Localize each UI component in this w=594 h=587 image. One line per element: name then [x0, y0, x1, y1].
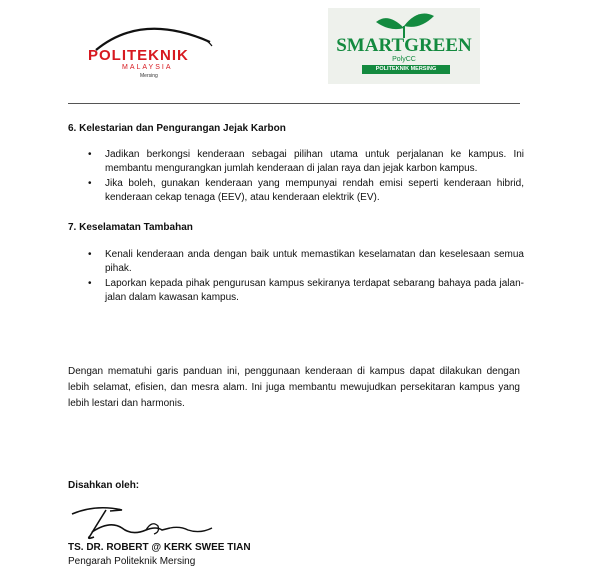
header-divider [68, 103, 520, 104]
smartgreen-logo-tagline: PolyCC [392, 56, 416, 63]
smartgreen-logo-text: SMARTGREEN [336, 35, 472, 56]
section-6-bullet-list [88, 148, 524, 206]
list-item [88, 177, 524, 205]
list-item-text: Kenali kenderaan anda dengan baik untuk memastikan keselamatan dan keselesaan semua pihak. [105, 249, 524, 274]
bullet-icon: • [88, 278, 92, 289]
section-6-title: 6. Kelestarian dan Pengurangan Jejak Karbon [68, 123, 286, 134]
signature-image [66, 500, 216, 542]
smartgreen-logo [328, 8, 480, 84]
politeknik-logo [82, 16, 232, 78]
list-item-text: Laporkan kepada pihak pengurusan kampus sekiranya terdapat sebarang bahaya pada jalan-jalan dalam kawasan kampus. [105, 278, 524, 303]
list-item-text: Jika boleh, gunakan kenderaan yang mempunyai rendah emisi seperti kenderaan hibrid, kenderaan cekap tenaga (EEV), atau kenderaan elektrik (EV). [105, 178, 524, 203]
bullet-icon: • [88, 178, 92, 189]
bullet-icon: • [88, 249, 92, 260]
list-item-text: Jadikan berkongsi kenderaan sebagai pilihan utama untuk perjalanan ke kampus. Ini membantu mengurangkan jumlah kenderaan di jalan raya dan jejak karbon kampus. [105, 149, 524, 174]
politeknik-logo-text: POLITEKNIK [88, 47, 189, 64]
list-item [88, 148, 524, 176]
section-7-bullet-list [88, 248, 524, 306]
politeknik-logo-campus: Mersing [140, 73, 158, 79]
section-7-title: 7. Keselamatan Tambahan [68, 222, 193, 233]
leaf-sprout-icon [328, 8, 480, 38]
closing-paragraph: Dengan mematuhi garis panduan ini, penggunaan kenderaan di kampus dapat dilakukan dengan lebih selamat, efisien, dan mesra alam. Ini juga membantu mewujudkan persekitaran kampus yang lebih lestari dan harmonis. [68, 366, 520, 409]
list-item [88, 248, 524, 276]
bullet-icon: • [88, 149, 92, 160]
signer-name: TS. DR. ROBERT @ KERK SWEE TIAN [68, 542, 251, 553]
signer-title: Pengarah Politeknik Mersing [68, 556, 196, 567]
approval-label: Disahkan oleh: [68, 480, 140, 491]
smartgreen-logo-banner: POLITEKNIK MERSING [362, 65, 450, 74]
list-item [88, 277, 524, 305]
politeknik-logo-country: MALAYSIA [122, 64, 173, 71]
